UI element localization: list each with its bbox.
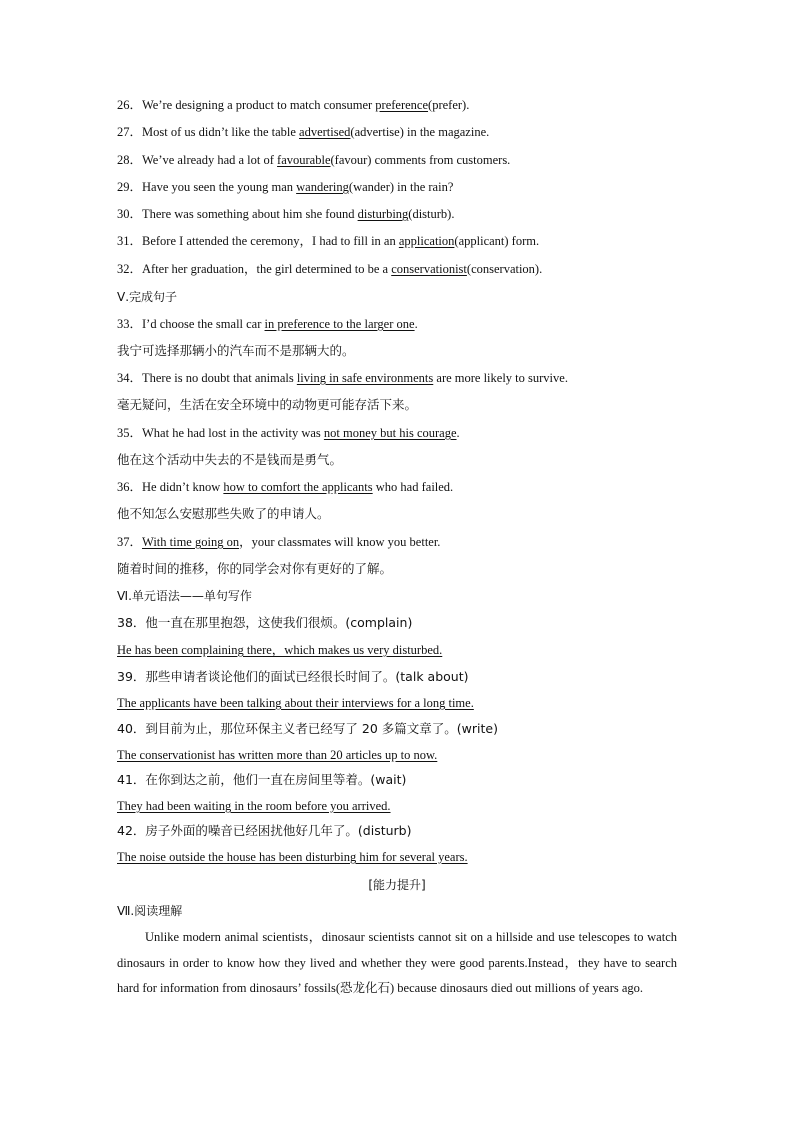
complete-translation-35: 他在这个活动中失去的不是钱而是勇气。 — [117, 452, 343, 467]
writing-answer-42: The noise outside the house has been disturbing him for several years. — [117, 850, 468, 864]
fill-item-31: 31．Before I attended the ceremony，I had to fill in an application(applicant) form. — [117, 234, 540, 248]
complete-translation-36: 他不知怎么安慰那些失败了的申请人。 — [117, 506, 330, 521]
writing-answer-41: They had been waiting in the room before you arrived. — [117, 799, 391, 813]
complete-item-34: 34．There is no doubt that animals living in safe environments are more likely to survive. — [117, 371, 568, 385]
writing-answer-39: The applicants have been talking about their interviews for a long time. — [117, 696, 474, 710]
complete-translation-33: 我宁可选择那辆小的汽车而不是那辆大的。 — [117, 343, 355, 358]
complete-item-33: 33．I’d choose the small car in preference to the larger one. — [117, 317, 418, 331]
complete-item-37: 37．With time going on，your classmates will know you better. — [117, 535, 441, 549]
section-heading-5: Ⅴ.完成句子 — [117, 290, 178, 304]
complete-translation-37: 随着时间的推移，你的同学会对你有更好的了解。 — [117, 561, 393, 576]
fill-item-27: 27．Most of us didn’t like the table advertised(advertise) in the magazine. — [117, 125, 490, 139]
fill-item-26: 26．We’re designing a product to match consumer preference(prefer). — [117, 98, 470, 112]
reading-passage: Unlike modern animal scientists，dinosaur scientists cannot sit on a hillside and use telescopes to watch dinosaurs in order to know how they lived and whether they were good parents.Instead，they have to search hard for information from dinosaurs’ fossils(恐龙化石) because dinosaurs died out millions of years ago. — [117, 930, 677, 995]
fill-item-30: 30．There was something about him she found disturbing(disturb). — [117, 207, 455, 221]
writing-question-42: 42．房子外面的噪音已经困扰他好几年了。(disturb) — [117, 823, 412, 838]
complete-item-36: 36．He didn’t know how to comfort the applicants who had failed. — [117, 480, 454, 494]
writing-question-39: 39．那些申请者谈论他们的面试已经很长时间了。(talk about) — [117, 669, 469, 684]
fill-item-32: 32．After her graduation，the girl determined to be a conservationist(conservation). — [117, 262, 543, 276]
writing-question-38: 38．他一直在那里抱怨，这使我们很烦。(complain) — [117, 615, 413, 630]
writing-answer-38: He has been complaining there，which makes us very disturbed. — [117, 643, 443, 657]
fill-item-28: 28．We’ve already had a lot of favourable(favour) comments from customers. — [117, 153, 511, 167]
fill-item-29: 29．Have you seen the young man wandering(wander) in the rain? — [117, 180, 454, 194]
writing-question-41: 41．在你到达之前，他们一直在房间里等着。(wait) — [117, 772, 407, 787]
complete-item-35: 35．What he had lost in the activity was not money but his courage. — [117, 426, 460, 440]
section-heading-6: Ⅵ.单元语法——单句写作 — [117, 589, 252, 603]
ability-header: [能力提升] — [368, 878, 426, 892]
complete-translation-34: 毫无疑问，生活在安全环境中的动物更可能存活下来。 — [117, 397, 418, 412]
section-heading-7: Ⅶ.阅读理解 — [117, 904, 183, 918]
writing-question-40: 40．到目前为止，那位环保主义者已经写了 20 多篇文章了。(write) — [117, 721, 498, 736]
writing-answer-40: The conservationist has written more than 20 articles up to now. — [117, 748, 438, 762]
